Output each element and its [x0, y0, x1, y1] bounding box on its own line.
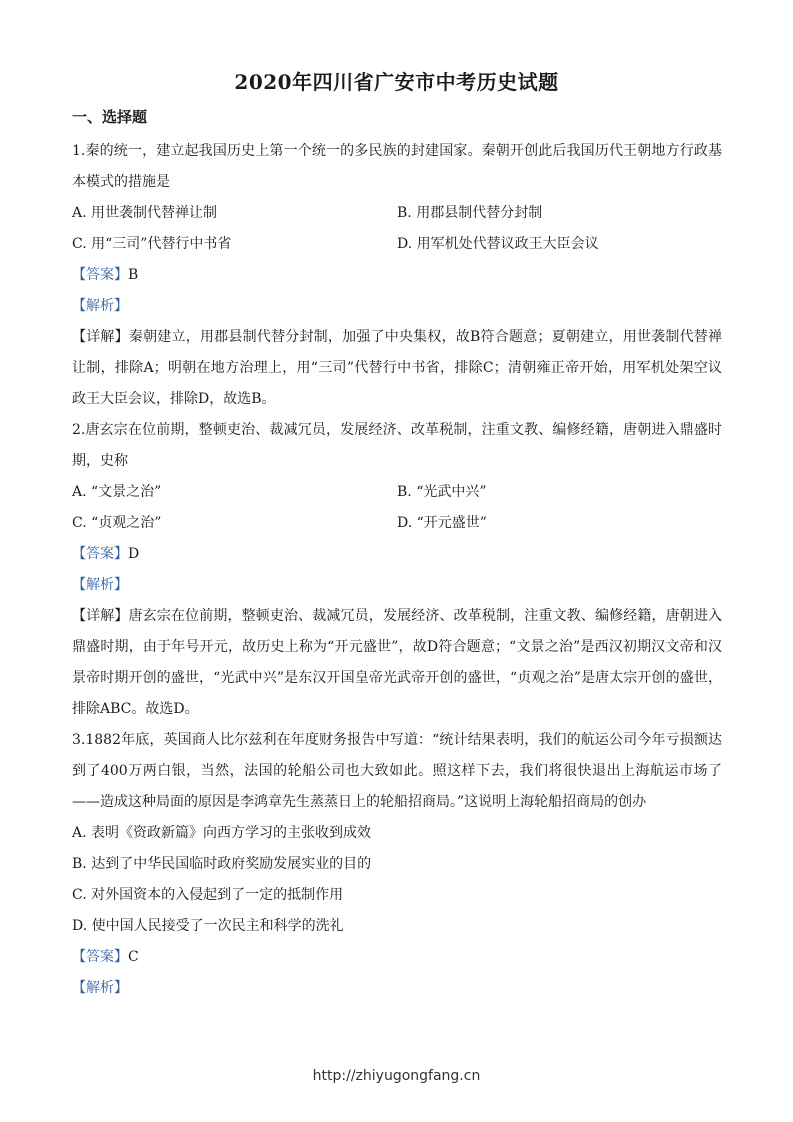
question-1-options-row-1 [72, 198, 722, 229]
question-2-analysis [72, 570, 722, 601]
section-heading: 一、选择题 [72, 108, 148, 126]
question-1-analysis [72, 291, 722, 322]
footer-url: http://zhiyugongfang.cn [312, 1068, 481, 1084]
answer-tag: 【答案】 [72, 267, 128, 283]
question-1-detail [72, 322, 722, 415]
question-2-answer-value: D [128, 546, 140, 562]
question-1-options-row-2 [72, 229, 722, 260]
page-title: 2020年四川省广安市中考历史试题 [234, 70, 559, 94]
question-2-detail [72, 601, 722, 725]
detail-tag: 【详解】 [72, 329, 129, 345]
question-1-option-d: D. 用军机处代替议政王大臣会议 [397, 236, 599, 252]
answer-tag: 【答案】 [72, 949, 128, 965]
question-2-options-row-1 [72, 477, 722, 508]
document-body [72, 136, 722, 1004]
question-2-option-a: A. “文景之治” [72, 484, 162, 500]
question-2-option-c: C. “贞观之治” [72, 515, 162, 531]
question-2-detail-text: 唐玄宗在位前期，整顿吏治、裁减冗员，发展经济、改革税制，注重文教、编修经籍，唐朝进入鼎盛时期，由于年号开元，故历史上称为“开元盛世”，故D符合题意；“文景之治”是西汉初期汉文帝和汉景帝时期开创的盛世，“光武中兴”是东汉开国皇帝光武帝开创的盛世，“贞观之治”是唐太宗开创的盛世，排除ABC。故选D。 [72, 608, 723, 717]
question-1-stem: 1.秦的统一，建立起我国历史上第一个统一的多民族的封建国家。秦朝开创此后我国历代王朝地方行政基本模式的措施是 [72, 143, 722, 190]
question-3-option-a: A. 表明《资政新篇》向西方学习的主张收到成效 [72, 825, 372, 841]
question-3-option-b: B. 达到了中华民国临时政府奖励发展实业的目的 [72, 856, 372, 872]
analysis-tag: 【解析】 [72, 298, 128, 314]
question-1-answer-value: B [128, 267, 139, 283]
question-2-option-b: B. “光武中兴” [397, 484, 487, 500]
question-3-stem: 3.1882年底，英国商人比尔兹利在年度财务报告中写道：“统计结果表明，我们的航运公司今年亏损额达到了400万两白银，当然，法国的轮船公司也大致如此。照这样下去，我们将很快退出上海航运市场了——造成这种局面的原因是李鸿章先生蒸蒸日上的轮船招商局。”这说明上海轮船招商局的创办 [72, 732, 722, 810]
analysis-tag: 【解析】 [72, 980, 128, 996]
answer-tag: 【答案】 [72, 546, 128, 562]
detail-tag: 【详解】 [72, 608, 129, 624]
question-1-answer [72, 260, 722, 291]
question-3-option-d: D. 使中国人民接受了一次民主和科学的洗礼 [72, 918, 344, 934]
question-3-answer-value: C [128, 949, 139, 965]
question-3-answer [72, 942, 722, 973]
question-1-option-c: C. 用“三司”代替行中书省 [72, 236, 232, 252]
question-3-option-c: C. 对外国资本的入侵起到了一定的抵制作用 [72, 887, 344, 903]
question-2-option-d: D. “开元盛世” [397, 515, 487, 531]
question-1-option-b: B. 用郡县制代替分封制 [397, 205, 543, 221]
question-2-answer [72, 539, 722, 570]
analysis-tag: 【解析】 [72, 577, 128, 593]
question-3-analysis [72, 973, 722, 1004]
question-1-detail-text: 秦朝建立，用郡县制代替分封制，加强了中央集权，故B符合题意；夏朝建立，用世袭制代替禅让制，排除A；明朝在地方治理上，用“三司”代替行中书省，排除C；清朝雍正帝开始，用军机处架空议政王大臣会议，排除D，故选B。 [72, 329, 723, 407]
question-2-options-row-2 [72, 508, 722, 539]
question-2-stem: 2.唐玄宗在位前期，整顿吏治、裁减冗员，发展经济、改革税制，注重文教、编修经籍，唐朝进入鼎盛时期，史称 [72, 422, 722, 469]
question-1-option-a: A. 用世袭制代替禅让制 [72, 205, 218, 221]
